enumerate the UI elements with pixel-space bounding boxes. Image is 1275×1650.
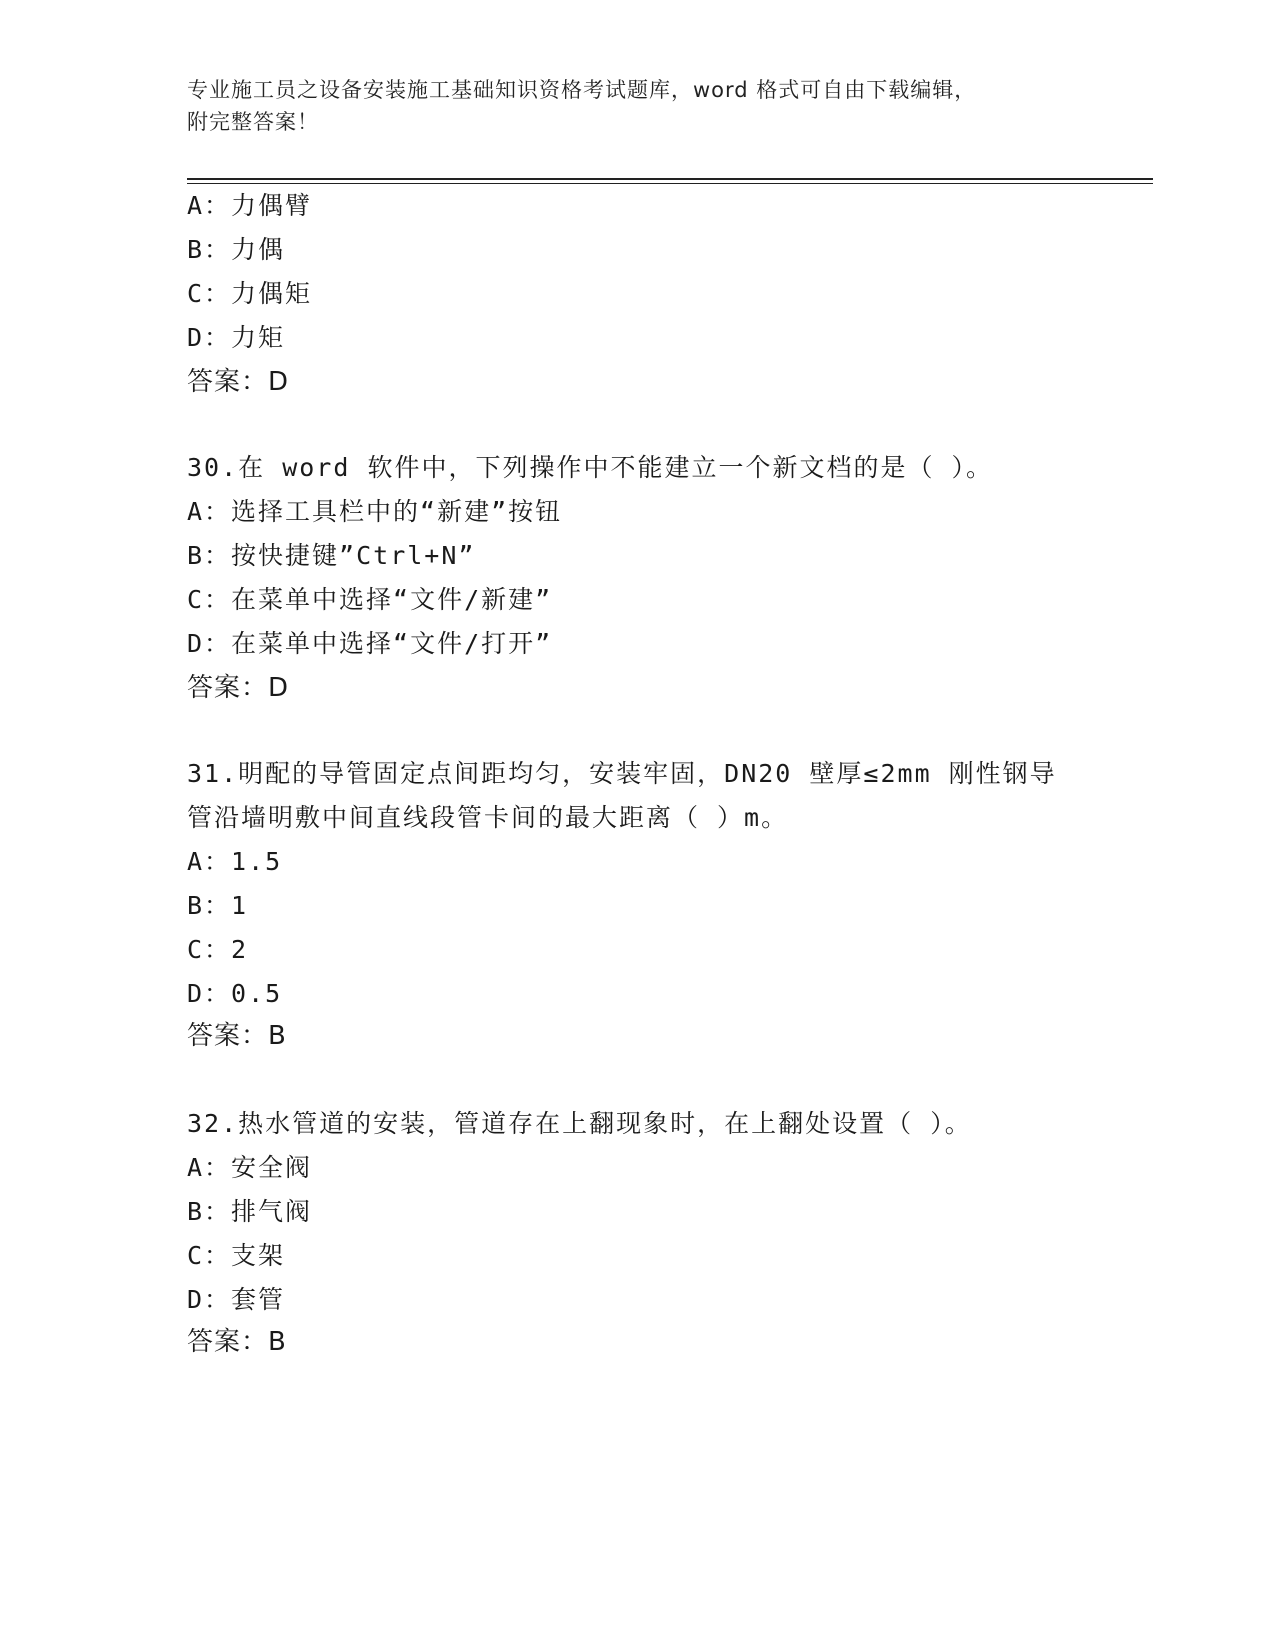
option-b: B：按快捷键”Ctrl+N” [187, 541, 476, 570]
option-a: A：力偶臂 [187, 191, 313, 220]
option-b: B：力偶 [187, 235, 286, 264]
answer: 答案：B [187, 1021, 287, 1051]
header-line-2: 附完整答案！ [187, 110, 319, 134]
option-a: A：安全阀 [187, 1153, 313, 1182]
option-c: C：支架 [187, 1241, 286, 1270]
option-d: D：0.5 [187, 979, 283, 1008]
question-30: 30.在 word 软件中，下列操作中不能建立一个新文档的是（ ）。 [187, 453, 994, 482]
question-32: 32.热水管道的安装，管道存在上翻现象时，在上翻处设置（ ）。 [187, 1109, 972, 1138]
answer: 答案：D [187, 367, 290, 397]
option-a: A：选择工具栏中的“新建”按钮 [187, 497, 563, 526]
option-a: A：1.5 [187, 847, 283, 876]
option-b: B：排气阀 [187, 1197, 313, 1226]
header-divider-thick [187, 178, 1153, 180]
option-b: B：1 [187, 891, 249, 920]
option-c: C：力偶矩 [187, 279, 313, 308]
document-header [187, 74, 1087, 138]
option-c: C：2 [187, 935, 249, 964]
option-d: D：在菜单中选择“文件/打开” [187, 629, 553, 658]
header-divider-thin [187, 183, 1153, 184]
option-d: D：套管 [187, 1285, 286, 1314]
question-31-line-2: 管沿墙明敷中间直线段管卡间的最大距离（ ）m。 [187, 803, 789, 832]
answer: 答案：B [187, 1327, 287, 1357]
question-31-line-1: 31.明配的导管固定点间距均匀，安装牢固，DN20 壁厚≤2mm 刚性钢导 [187, 759, 1057, 788]
option-c: C：在菜单中选择“文件/新建” [187, 585, 553, 614]
option-d: D：力矩 [187, 323, 286, 352]
header-line-1: 专业施工员之设备安装施工基础知识资格考试题库，word 格式可自由下载编辑， [187, 78, 977, 102]
answer: 答案：D [187, 673, 290, 703]
